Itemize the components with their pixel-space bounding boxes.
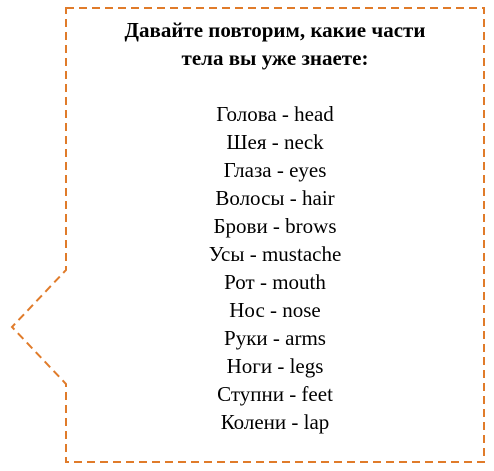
heading bbox=[66, 16, 484, 72]
vocabulary-item: Ноги - legs bbox=[226, 354, 324, 378]
heading-line-2: тела вы уже знаете: bbox=[181, 46, 369, 70]
vocabulary-item: Брови - brows bbox=[213, 214, 337, 238]
vocabulary-item: Колени - lap bbox=[220, 410, 330, 434]
vocabulary-item: Усы - mustache bbox=[208, 242, 342, 266]
heading-line-1: Давайте повторим, какие части bbox=[124, 18, 426, 42]
vocabulary-item: Руки - arms bbox=[224, 326, 326, 350]
vocabulary-item: Ступни - feet bbox=[217, 382, 333, 406]
vocabulary-item: Глаза - eyes bbox=[223, 158, 327, 182]
vocabulary-list bbox=[66, 100, 484, 436]
vocabulary-item: Волосы - hair bbox=[215, 186, 335, 210]
callout-content bbox=[66, 16, 484, 436]
vocabulary-item: Рот - mouth bbox=[224, 270, 326, 294]
vocabulary-item: Голова - head bbox=[216, 102, 334, 126]
vocabulary-item: Нос - nose bbox=[229, 298, 321, 322]
vocabulary-item: Шея - neck bbox=[226, 130, 324, 154]
